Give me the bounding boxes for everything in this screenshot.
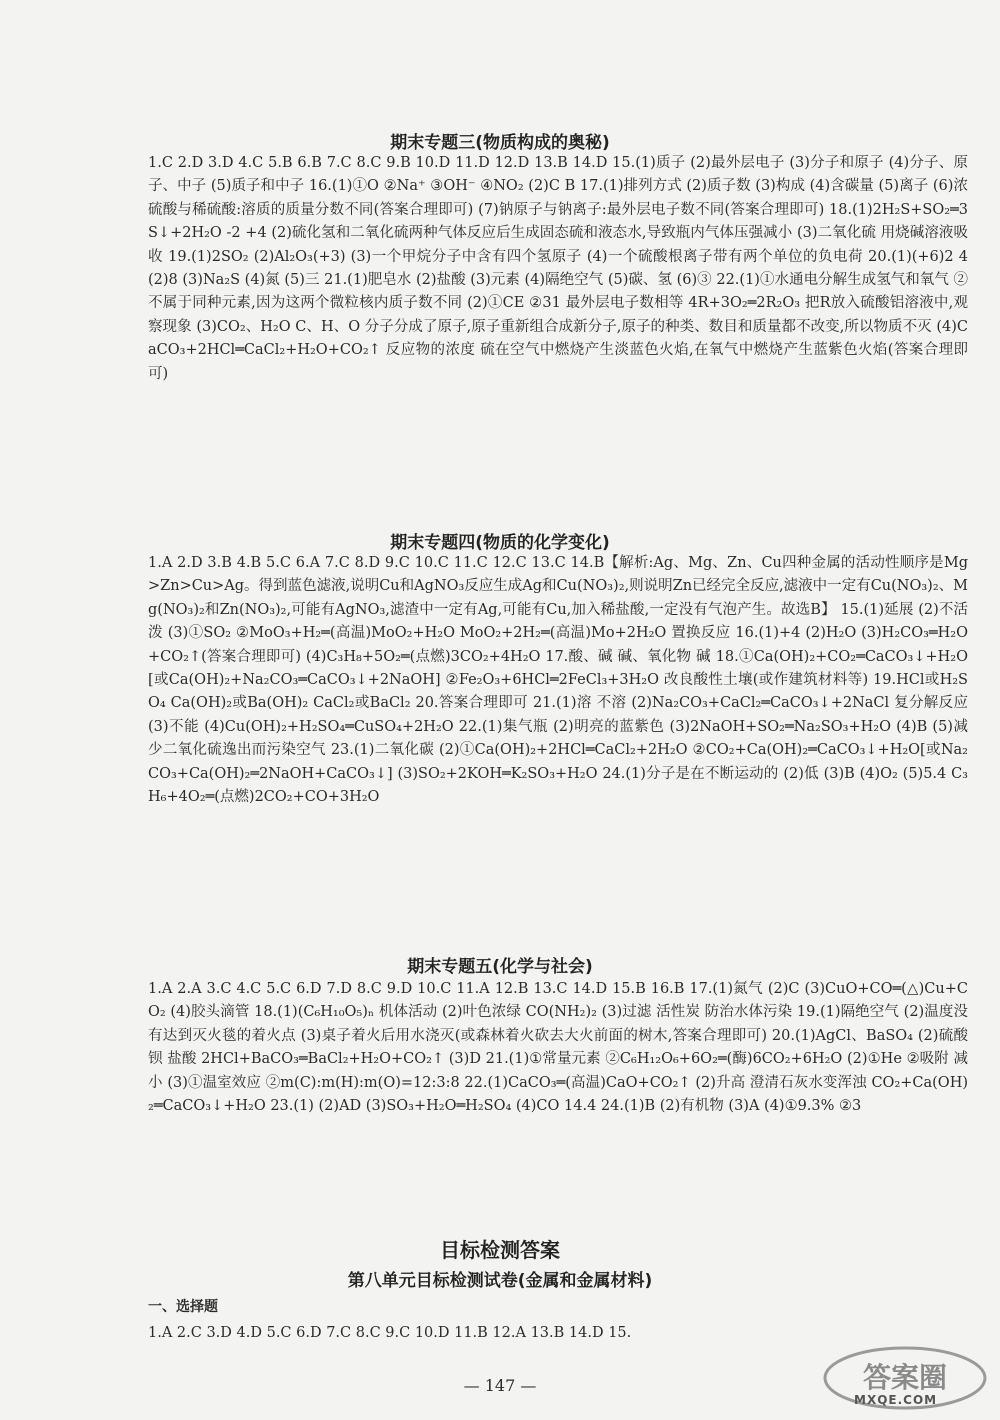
section-title-5: 期末专题五(化学与社会) bbox=[407, 957, 593, 977]
unit-8-title: 第八单元目标检测试卷(金属和金属材料) bbox=[347, 1271, 653, 1291]
section-title-3: 期末专题三(物质构成的奥秘) bbox=[390, 133, 610, 153]
unit-8-choice-answers: 1.A 2.C 3.D 4.D 5.C 6.D 7.C 8.C 9.C 10.D 11.B 12.A 13.B 14.D 15. bbox=[148, 1325, 632, 1341]
choice-section-label: 一、选择题 bbox=[148, 1299, 218, 1315]
page-number: — 147 — bbox=[463, 1376, 537, 1395]
watermark-text: MXQE.COM bbox=[854, 1393, 938, 1407]
section-5-answers: 1.A 2.A 3.C 4.C 5.C 6.D 7.D 8.C 9.D 10.C 11.A 12.B 13.C 14.D 15.B 16.B 17.(1)氮气 (2)C (3)CuO+CO═(△)Cu+CO₂ (4)胶头滴管 18.(1)(C₆H₁₀O₅)ₙ 机体活动 (2)叶色浓绿 CO(NH₂)₂ (3)过滤 活性炭 防治水体污染 19.(1)隔绝空气 (2)温度没有达到灭火毯的着火点 (3)桌子着火后用水浇灭(或森林着火砍去大火前面的树木,答案合理即可) 20.(1)AgCl、BaSO₄ (2)硫酸钡 盐酸 2HCl+BaCO₃═BaCl₂+H₂O+CO₂↑ (3)D 21.(1)①常量元素 ②C₆H₁₂O₆+6O₂═(酶)6CO₂+6H₂O (2)①He ②吸附 减小 (3)①温室效应 ②m(C):m(H):m(O)=12:3:8 22.(1)CaCO₃═(高温)CaO+CO₂↑ (2)升高 澄清石灰水变浑浊 CO₂+Ca(OH)₂═CaCO₃↓+H₂O 23.(1) (2)AD (3)SO₃+H₂O═H₂SO₄ (4)CO 14.4 24.(1)B (2)有机物 (3)A (4)①9.3% ②3 bbox=[148, 981, 968, 1115]
section-4-answers: 1.A 2.D 3.B 4.B 5.C 6.A 7.C 8.D 9.C 10.C 11.C 12.C 13.C 14.B【解析:Ag、Mg、Zn、Cu四种金属的活动性顺序是Mg>Zn>Cu>Ag。得到蓝色滤液,说明Cu和AgNO₃反应生成Ag和Cu(NO₃)₂,则说明Zn已经完全反应,滤液中一定有Cu(NO₃)₂、Mg(NO₃)₂和Zn(NO₃)₂,可能有AgNO₃,滤渣中一定有Ag,可能有Cu,加入稀盐酸,一定没有气泡产生。故选B】 15.(1)延展 (2)不活泼 (3)①SO₂ ②MoO₃+H₂═(高温)MoO₂+H₂O MoO₂+2H₂═(高温)Mo+2H₂O 置换反应 16.(1)+4 (2)H₂O (3)H₂CO₃═H₂O+CO₂↑(答案合理即可) (4)C₃H₈+5O₂═(点燃)3CO₂+4H₂O 17.酸、碱 碱、氧化物 碱 18.①Ca(OH)₂+CO₂═CaCO₃↓+H₂O[或Ca(OH)₂+Na₂CO₃═CaCO₃↓+2NaOH] ②Fe₂O₃+6HCl═2FeCl₃+3H₂O 改良酸性土壤(或作建筑材料等) 19.HCl或H₂SO₄ Ca(OH)₂或Ba(OH)₂ CaCl₂或BaCl₂ 20.答案合理即可 21.(1)溶 不溶 (2)Na₂CO₃+CaCl₂═CaCO₃↓+2NaCl 复分解反应 (3)不能 (4)Cu(OH)₂+H₂SO₄═CuSO₄+2H₂O 22.(1)集气瓶 (2)明亮的蓝紫色 (3)2NaOH+SO₂═Na₂SO₃+H₂O (4)B (5)减少二氧化硫逸出而污染空气 23.(1)二氧化碳 (2)①Ca(OH)₂+2HCl═CaCl₂+2H₂O ②CO₂+Ca(OH)₂═CaCO₃↓+H₂O[或Na₂CO₃+Ca(OH)₂═2NaOH+CaCO₃↓] (3)SO₂+2KOH═K₂SO₃+H₂O 24.(1)分子是在不断运动的 (2)低 (3)B (4)O₂ (5)5.4 C₃H₆+4O₂═(点燃)2CO₂+CO+3H₂O bbox=[148, 555, 968, 806]
section-3-answers: 1.C 2.D 3.D 4.C 5.B 6.B 7.C 8.C 9.B 10.D 11.D 12.D 13.B 14.D 15.(1)质子 (2)最外层电子 (3)分子和原子 (4)分子、原子、中子 (5)质子和中子 16.(1)①O ②Na⁺ ③OH⁻ ④NO₂ (2)C B 17.(1)排列方式 (2)质子数 (3)构成 (4)含碳量 (5)离子 (6)浓硫酸与稀硫酸:溶质的质量分数不同(答案合理即可) (7)钠原子与钠离子:最外层电子数不同(答案合理即可) 18.(1)2H₂S+SO₂═3S↓+2H₂O -2 +4 (2)硫化氢和二氧化硫两种气体反应后生成固态硫和液态水,导致瓶内气体压强减小 (3)二氧化硫 用烧碱溶液吸收 19.(1)2SO₂ (2)Al₂O₃(+3) (3)一个甲烷分子中含有四个氢原子 (4)一个硫酸根离子带有两个单位的负电荷 20.(1)(+6)2 4 (2)8 (3)Na₂S (4)氮 (5)三 21.(1)肥皂水 (2)盐酸 (3)元素 (4)隔绝空气 (5)碳、氢 (6)③ 22.(1)①水通电分解生成氢气和氧气 ②不属于同种元素,因为这两个微粒核内质子数不同 (2)①CE ②31 最外层电子数相等 4R+3O₂═2R₂O₃ 把R放入硫酸铝溶液中,观察现象 (3)CO₂、H₂O C、H、O 分子分成了原子,原子重新组合成新分子,原子的种类、数目和质量都不改变,所以物质不灭 (4)CaCO₃+2HCl═CaCl₂+H₂O+CO₂↑ 反应物的浓度 硫在空气中燃烧产生淡蓝色火焰,在氧气中燃烧产生蓝紫色火焰(答案合理即可) bbox=[148, 155, 968, 382]
target-answers-title: 目标检测答案 bbox=[440, 1238, 560, 1262]
section-title-4: 期末专题四(物质的化学变化) bbox=[390, 533, 610, 553]
svg-text:答案圈: 答案圈 bbox=[862, 1361, 948, 1394]
